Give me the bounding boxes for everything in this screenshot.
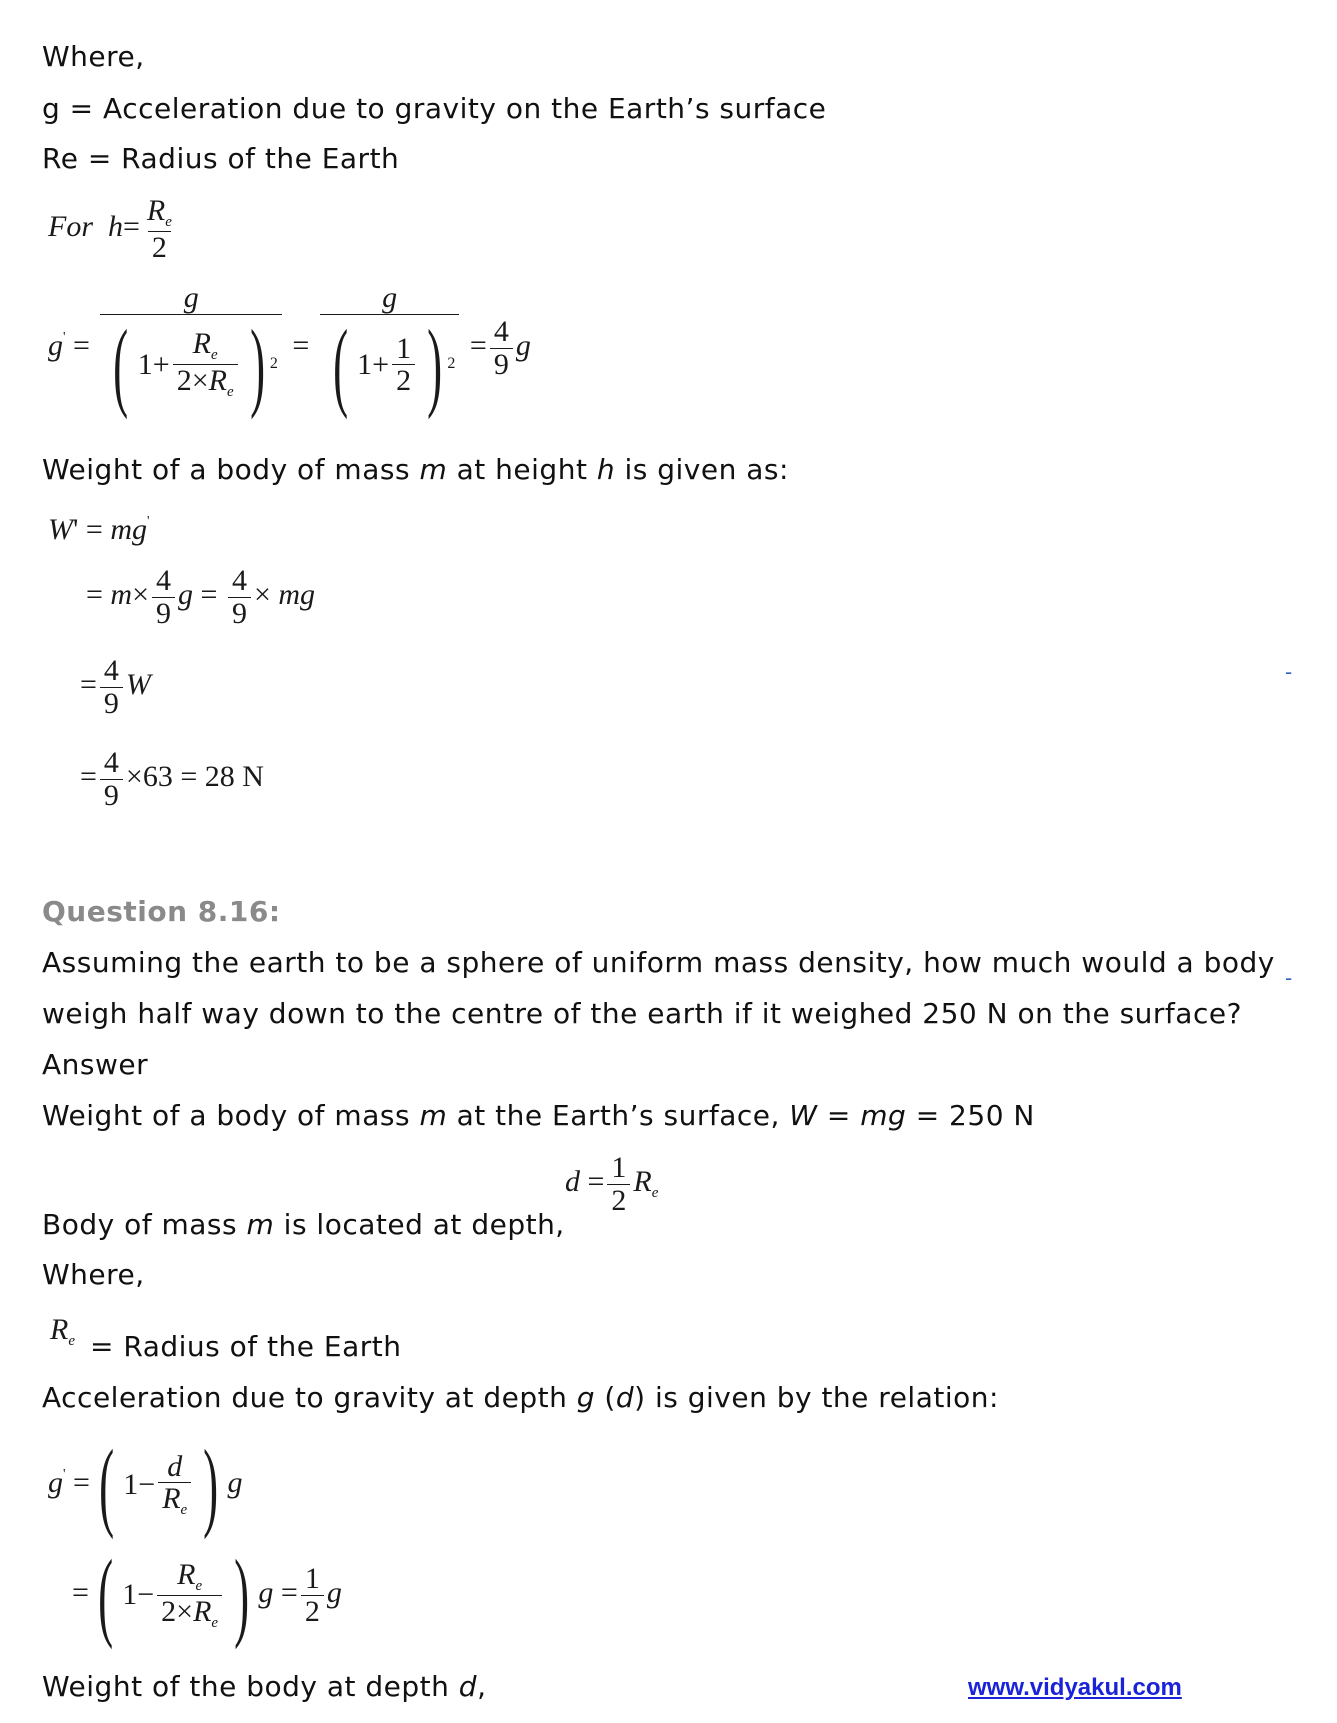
equation-depth: d = $\frac{1}{2}$ $R_e$ [565,1151,659,1217]
question-line-1: Assuming the earth to be a sphere of uniform mass density, how much would a body [42,946,1275,979]
answer-label: Answer [42,1048,149,1081]
depth-text: Body of mass m is located at depth, [42,1208,565,1241]
equation-w-step1: = m× $\frac{4}{9}$ g = $\frac{4}{9}$ × mg [86,564,316,630]
equation-w-step3: = $\frac{4}{9}$ ×63 = 28 N [80,746,264,812]
margin-mark: - [1285,660,1293,684]
re-symbol: $R_e$ [50,1313,75,1349]
re-definition: Re = Radius of the Earth [42,142,400,175]
equation-g-depth: g' = ( 1− $\frac{d}{R_e}$ ) g [48,1429,243,1540]
equation-w-prime: W' = mg' [48,513,150,546]
equation-w-step2: = $\frac{4}{9}$ W [80,654,151,720]
equation-h: For h= $\frac{R_e}{2}$ [48,194,172,264]
vidyakul-link[interactable]: www.vidyakul.com [968,1674,1182,1701]
question-title: Question 8.16: [42,895,281,928]
weight-at-height-text: Weight of a body of mass m at height h is given as: [42,453,789,486]
question-line-2: weigh half way down to the centre of the earth if it weighed 250 N on the surface? [42,997,1242,1030]
surface-weight-text: Weight of a body of mass m at the Earth’s surface, W = mg = 250 N [42,1099,1035,1132]
g-definition: g = Acceleration due to gravity on the Earth’s surface [42,92,827,125]
re-definition-2: = Radius of the Earth [90,1330,402,1363]
accel-depth-text: Acceleration due to gravity at depth g (d) is given by the relation: [42,1381,999,1414]
where-label-2: Where, [42,1258,145,1291]
equation-g-prime: g' = g ( 1+ $\frac{R_e}{2\times R_e}$ ) 2 = g ( 1+ $\frac{1}{2}$ ) 2 = $\frac{4}{9}$ g [48,281,531,420]
where-label: Where, [42,40,145,73]
weight-depth-text: Weight of the body at depth d, [42,1670,487,1703]
equation-g-depth-step: = ( 1− $\frac{R_e}{2\times R_e}$ ) g = $\frac{1}{2}$ g [72,1539,342,1650]
margin-mark-2: - [1285,966,1293,990]
